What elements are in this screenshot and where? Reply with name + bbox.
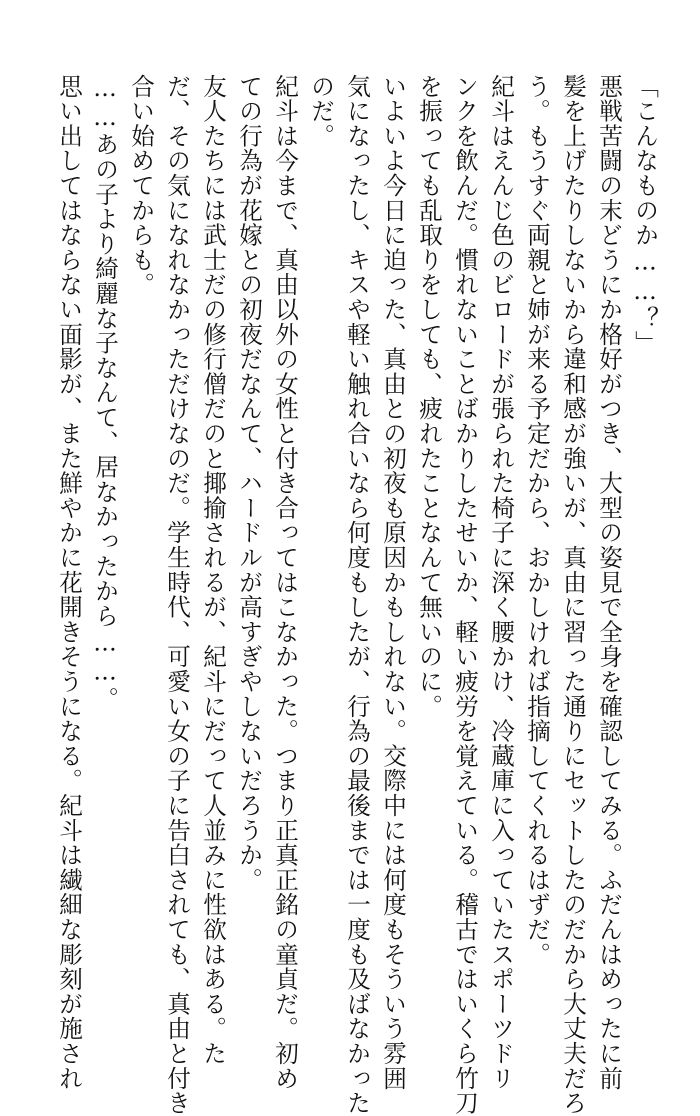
text-line: 「こんなものか……？」: [631, 74, 659, 356]
text-line: 思い出してはならない面影が、また鮮やかに花開きそうになる。紀斗は繊細な彫刻が施され: [55, 74, 83, 1091]
text-line: ての行為が花嫁との初夜だなんて、ハードルが高すぎやしないだろうか。: [235, 74, 263, 893]
text-line: 友人たちには武士だの修行僧だのと揶揄されるが、紀斗にだって人並みに性欲はある。た: [199, 74, 227, 1066]
text-line: いよいよ今日に迫った、真由との初夜も原因かもしれない。交際中には何度もそういう雰囲: [379, 74, 407, 1091]
text-line: 合い始めてからも。: [127, 74, 155, 298]
text-line: 紀斗はえんじ色のビロードが張られた椅子に深く腰かけ、冷蔵庫に入っていたスポーツドリ: [487, 74, 515, 1091]
text-line: 髪を上げたりしないから違和感が強いが、真由に習った通りにセットしたのだから大丈夫だろ: [559, 74, 587, 1116]
text-line: う。もうすぐ両親と姉が来る予定だから、おかしければ指摘してくれるはずだ。: [523, 74, 551, 967]
text-line: ンクを飲んだ。慣れないことばかりしたせいか、軽い疲労を覚えている。稽古ではいくら竹刀: [451, 74, 479, 1116]
text-line: 気になったし、キスや軽い触れ合いなら何度もしたが、行為の最後までは一度も及ばなかった: [343, 74, 371, 1116]
text-line: 紀斗は今まで、真由以外の女性と付き合ってはこなかった。つまり正真正銘の童貞だ。初め: [271, 74, 299, 1091]
text-line: のだ。: [307, 74, 335, 149]
text-line: 悪戦苦闘の末どうにか格好がつき、大型の姿見で全身を確認してみる。ふだんはめったに前: [595, 74, 623, 1091]
text-line: を振っても乱取りをしても、疲れたことなんて無いのに。: [415, 74, 443, 719]
text-line: だ、その気になれなかっただけなのだ。学生時代、可愛い女の子に告白されても、真由と付き: [163, 74, 191, 1116]
vertical-text-block: [44, 74, 659, 1116]
text-line: ……あの子より綺麗な子なんて、居なかったから……。: [91, 74, 119, 712]
